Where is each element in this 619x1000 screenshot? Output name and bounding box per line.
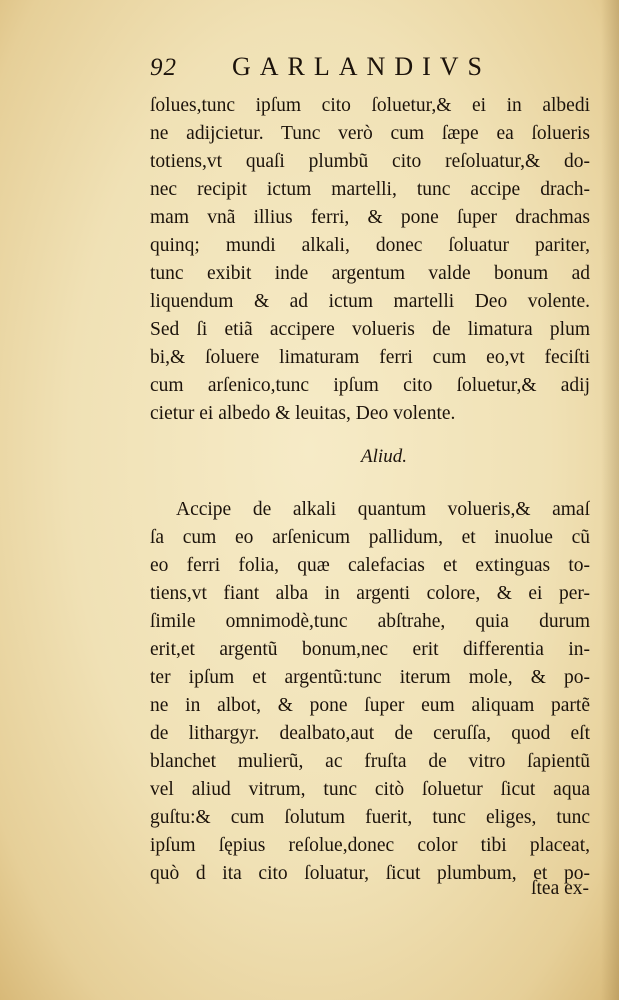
paragraph-1 (150, 92, 590, 428)
text-line: tiens,vt fiant alba in argenti colore, & ei per- (150, 583, 590, 604)
running-title: GARLANDIVS (232, 52, 491, 81)
text-line: ſa cum eo arſenicum pallidum, et inuolue cũ (150, 527, 590, 548)
section-heading (150, 446, 590, 468)
text-line: ter ipſum et argentũ:tunc iterum mole, & po- (150, 667, 590, 688)
text-line: de lithargyr. dealbato,aut de ceruſſa, quod eſt (150, 723, 590, 744)
section-heading-text: Aliud. (361, 446, 407, 467)
text-line: vel aliud vitrum, tunc citò ſoluetur ſicut aqua (150, 779, 590, 800)
text-line: quinq; mundi alkali, donec ſoluatur pariter, (150, 235, 590, 256)
text-line: ſimile omnimodè,tunc abſtrahe, quia durum (150, 611, 590, 632)
text-line: ſolues,tunc ipſum cito ſoluetur,& ei in albedi (150, 95, 590, 116)
page-edge-shadow (601, 0, 619, 1000)
paragraph-2 (150, 496, 590, 888)
text-line: cietur ei albedo & leuitas, Deo volente. (150, 403, 456, 424)
catchword: ſtea ex- (531, 878, 589, 899)
text-line: Sed ſi etiã accipere volueris de limatura plum (150, 319, 590, 340)
text-line: ne adijcietur. Tunc verò cum ſæpe ea ſolueris (150, 123, 590, 144)
page-number: 92 (150, 54, 177, 81)
text-line: bi,& ſoluere limaturam ferri cum eo,vt feciſti (150, 347, 590, 368)
text-line: tunc exibit inde argentum valde bonum ad (150, 263, 590, 284)
text-line: quò d ita cito ſoluatur, ſicut plumbum, et po- (150, 863, 590, 884)
text-line: Accipe de alkali quantum volueris,& amaſ (176, 499, 590, 520)
text-line: mam vnã illius ferri, & pone ſuper drachmas (150, 207, 590, 228)
text-line: totiens,vt quaſi plumbũ cito reſoluatur,& do- (150, 151, 590, 172)
text-line: erit,et argentũ bonum,nec erit differentia in- (150, 639, 590, 660)
text-line: guſtu:& cum ſolutum fuerit, tunc eliges, tunc (150, 807, 590, 828)
text-line: cum arſenico,tunc ipſum cito ſoluetur,& adij (150, 375, 590, 396)
text-line: blanchet mulierũ, ac fruſta de vitro ſapientũ (150, 751, 590, 772)
text-line: eo ferri folia, quæ calefacias et extinguas to- (150, 555, 590, 576)
text-line: nec recipit ictum martelli, tunc accipe drach- (150, 179, 590, 200)
text-line: ne in albot, & pone ſuper eum aliquam partẽ (150, 695, 590, 716)
text-line: liquendum & ad ictum martelli Deo volente. (150, 291, 590, 312)
page-header (150, 52, 590, 86)
text-line: ipſum ſępius reſolue,donec color tibi placeat, (150, 835, 590, 856)
